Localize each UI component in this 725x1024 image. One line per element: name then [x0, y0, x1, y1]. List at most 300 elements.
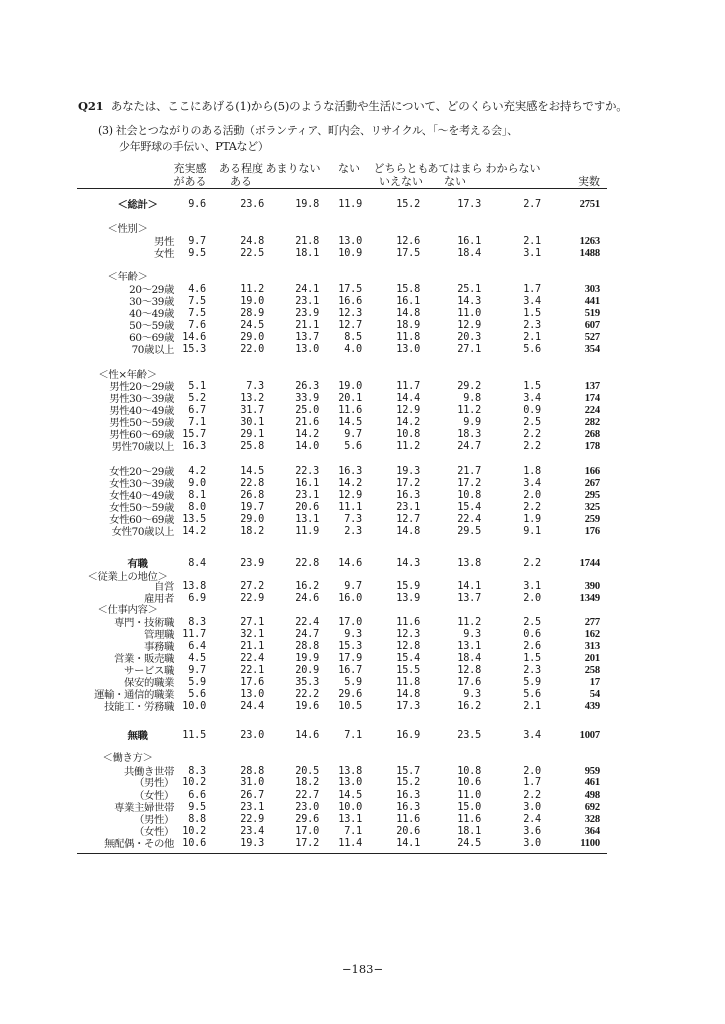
percent-cell: 16.1	[457, 236, 481, 247]
table-row	[0, 248, 725, 260]
percent-cell: 17.2	[396, 478, 420, 489]
percent-cell: 2.1	[523, 236, 541, 247]
percent-cell: 1.5	[523, 653, 541, 664]
percent-cell: 0.6	[523, 629, 541, 640]
percent-cell: 16.1	[295, 478, 319, 489]
percent-cell: 10.0	[182, 701, 206, 712]
percent-cell: 7.6	[188, 320, 206, 331]
percent-cell: 24.5	[240, 320, 264, 331]
percent-cell: 21.7	[457, 466, 481, 477]
percent-cell: 13.5	[182, 514, 206, 525]
table-row	[0, 641, 725, 653]
percent-cell: 17.2	[295, 838, 319, 849]
percent-cell: 23.9	[295, 308, 319, 319]
percent-cell: 2.2	[523, 441, 541, 452]
percent-cell: 14.2	[396, 417, 420, 428]
column-header-line1: ある程度	[219, 162, 263, 175]
table-row	[0, 838, 725, 850]
sub-question-line-1: (3) 社会とつながりのある活動（ボランティア、町内会、リサイクル、「～を考える会」、	[98, 124, 518, 137]
percent-cell: 2.1	[523, 701, 541, 712]
percent-cell: 30.1	[240, 417, 264, 428]
percent-cell: 8.4	[188, 558, 206, 569]
table-row	[0, 369, 725, 381]
percent-cell: 11.2	[457, 405, 481, 416]
percent-cell: 2.2	[523, 790, 541, 801]
row-label: 男性30～39歳	[109, 393, 174, 405]
percent-cell: 24.7	[457, 441, 481, 452]
percent-cell: 23.9	[240, 558, 264, 569]
count-cell: 354	[584, 344, 600, 355]
percent-cell: 27.2	[240, 581, 264, 592]
table-row	[0, 665, 725, 677]
row-label: 女性50～59歳	[109, 502, 174, 514]
count-cell: 137	[584, 381, 600, 392]
row-label: 雇用者	[144, 593, 174, 605]
table-row	[0, 441, 725, 453]
count-cell: 1100	[580, 838, 600, 849]
percent-cell: 3.4	[523, 478, 541, 489]
percent-cell: 12.8	[457, 665, 481, 676]
percent-cell: 25.1	[457, 284, 481, 295]
percent-cell: 6.7	[188, 405, 206, 416]
percent-cell: 2.1	[523, 332, 541, 343]
row-label: 保安的職業	[124, 677, 174, 689]
percent-cell: 21.6	[295, 417, 319, 428]
row-label: （女性）	[134, 826, 174, 838]
row-label: 男性	[154, 236, 174, 248]
percent-cell: 19.7	[240, 502, 264, 513]
percent-cell: 1.9	[523, 514, 541, 525]
percent-cell: 13.0	[338, 236, 362, 247]
percent-cell: 11.0	[457, 308, 481, 319]
percent-cell: 22.9	[240, 814, 264, 825]
percent-cell: 1.8	[523, 466, 541, 477]
count-cell: 1007	[579, 730, 600, 741]
row-label: ＜年齢＞	[107, 271, 148, 283]
percent-cell: 15.7	[182, 429, 206, 440]
percent-cell: 2.0	[523, 766, 541, 777]
percent-cell: 24.4	[240, 701, 264, 712]
percent-cell: 13.2	[240, 393, 264, 404]
percent-cell: 17.5	[396, 248, 420, 259]
percent-cell: 23.5	[457, 730, 481, 741]
percent-cell: 29.6	[338, 689, 362, 700]
table-row	[0, 814, 725, 826]
percent-cell: 21.8	[295, 236, 319, 247]
percent-cell: 3.1	[523, 248, 541, 259]
percent-cell: 18.4	[457, 653, 481, 664]
percent-cell: 2.2	[523, 502, 541, 513]
row-label: 事務職	[144, 641, 174, 653]
percent-cell: 15.4	[396, 653, 420, 664]
percent-cell: 12.3	[338, 308, 362, 319]
column-header-line2: 実数	[578, 175, 600, 188]
table-row	[0, 617, 725, 629]
row-label: ＜仕事内容＞	[97, 604, 158, 616]
percent-cell: 24.6	[295, 593, 319, 604]
table-row	[0, 790, 725, 802]
percent-cell: 9.5	[188, 802, 206, 813]
percent-cell: 11.8	[396, 332, 420, 343]
percent-cell: 13.1	[338, 814, 362, 825]
table-row	[0, 490, 725, 502]
percent-cell: 10.8	[457, 766, 481, 777]
count-cell: 328	[584, 814, 600, 825]
count-cell: 2751	[579, 199, 600, 210]
percent-cell: 15.4	[457, 502, 481, 513]
percent-cell: 9.7	[188, 236, 206, 247]
percent-cell: 23.1	[240, 802, 264, 813]
percent-cell: 14.0	[295, 441, 319, 452]
percent-cell: 16.2	[457, 701, 481, 712]
percent-cell: 10.8	[396, 429, 420, 440]
percent-cell: 4.5	[188, 653, 206, 664]
table-row	[0, 689, 725, 701]
percent-cell: 9.3	[463, 629, 481, 640]
percent-cell: 19.0	[338, 381, 362, 392]
percent-cell: 18.2	[295, 777, 319, 788]
percent-cell: 27.1	[240, 617, 264, 628]
percent-cell: 14.5	[240, 466, 264, 477]
percent-cell: 9.6	[188, 199, 206, 210]
row-label: 男性50～59歳	[109, 417, 174, 429]
percent-cell: 10.2	[182, 777, 206, 788]
table-row	[0, 653, 725, 665]
percent-cell: 13.0	[338, 777, 362, 788]
count-cell: 325	[584, 502, 600, 513]
percent-cell: 25.0	[295, 405, 319, 416]
percent-cell: 14.2	[295, 429, 319, 440]
table-row	[0, 777, 725, 789]
percent-cell: 22.0	[240, 344, 264, 355]
count-cell: 268	[584, 429, 600, 440]
table-row	[0, 393, 725, 405]
row-label: 自営	[154, 581, 174, 593]
percent-cell: 20.5	[295, 766, 319, 777]
row-label: 運輸・通信的職業	[94, 689, 174, 701]
percent-cell: 20.3	[457, 332, 481, 343]
question-number: Q21	[78, 99, 104, 113]
percent-cell: 19.0	[240, 296, 264, 307]
percent-cell: 19.6	[295, 701, 319, 712]
percent-cell: 23.0	[240, 730, 264, 741]
count-cell: 259	[584, 514, 600, 525]
percent-cell: 11.2	[457, 617, 481, 628]
percent-cell: 1.7	[523, 284, 541, 295]
column-header-line2: ある	[230, 175, 252, 188]
percent-cell: 4.6	[188, 284, 206, 295]
row-label: 管理職	[144, 629, 174, 641]
column-header-8	[560, 162, 600, 188]
percent-cell: 3.4	[523, 393, 541, 404]
table-row	[0, 502, 725, 514]
count-cell: 1744	[579, 558, 600, 569]
percent-cell: 24.5	[457, 838, 481, 849]
count-cell: 519	[584, 308, 600, 319]
percent-cell: 3.0	[523, 838, 541, 849]
percent-cell: 12.7	[338, 320, 362, 331]
percent-cell: 11.4	[338, 838, 362, 849]
percent-cell: 6.6	[188, 790, 206, 801]
table-row	[0, 320, 725, 332]
percent-cell: 11.9	[295, 526, 319, 537]
percent-cell: 25.8	[240, 441, 264, 452]
table-row	[0, 381, 725, 393]
count-cell: 303	[584, 284, 600, 295]
percent-cell: 22.4	[457, 514, 481, 525]
row-label: 70歳以上	[131, 344, 174, 356]
row-label: 男性60～69歳	[109, 429, 174, 441]
count-cell: 461	[584, 777, 600, 788]
percent-cell: 22.4	[240, 653, 264, 664]
table-row	[0, 526, 725, 538]
percent-cell: 22.8	[240, 478, 264, 489]
percent-cell: 26.3	[295, 381, 319, 392]
percent-cell: 23.1	[295, 490, 319, 501]
percent-cell: 11.8	[396, 677, 420, 688]
column-header-line1: どちらとも	[373, 162, 429, 175]
row-label: 共働き世帯	[124, 766, 174, 778]
percent-cell: 14.5	[338, 790, 362, 801]
table-row	[0, 730, 725, 742]
table-row	[0, 629, 725, 641]
percent-cell: 0.9	[523, 405, 541, 416]
percent-cell: 31.7	[240, 405, 264, 416]
percent-cell: 13.7	[295, 332, 319, 343]
table-row	[0, 514, 725, 526]
percent-cell: 15.3	[338, 641, 362, 652]
column-header-line1	[560, 162, 600, 175]
percent-cell: 14.5	[338, 417, 362, 428]
table-row	[0, 344, 725, 356]
percent-cell: 16.1	[396, 296, 420, 307]
count-cell: 1263	[579, 236, 600, 247]
percent-cell: 18.1	[295, 248, 319, 259]
percent-cell: 18.3	[457, 429, 481, 440]
row-label: （女性）	[134, 790, 174, 802]
count-cell: 1488	[579, 248, 600, 259]
percent-cell: 16.3	[396, 790, 420, 801]
percent-cell: 13.7	[457, 593, 481, 604]
table-row	[0, 429, 725, 441]
percent-cell: 13.8	[338, 766, 362, 777]
count-cell: 162	[584, 629, 600, 640]
percent-cell: 11.6	[396, 617, 420, 628]
percent-cell: 10.6	[182, 838, 206, 849]
percent-cell: 29.5	[457, 526, 481, 537]
percent-cell: 11.6	[457, 814, 481, 825]
percent-cell: 13.0	[295, 344, 319, 355]
percent-cell: 17.0	[338, 617, 362, 628]
row-label: ＜性×年齢＞	[98, 369, 157, 381]
percent-cell: 6.9	[188, 593, 206, 604]
percent-cell: 14.6	[295, 730, 319, 741]
row-label: 女性	[154, 248, 174, 260]
percent-cell: 18.2	[240, 526, 264, 537]
percent-cell: 12.6	[396, 236, 420, 247]
table-row	[0, 581, 725, 593]
percent-cell: 3.4	[523, 296, 541, 307]
count-cell: 267	[584, 478, 600, 489]
percent-cell: 11.1	[338, 502, 362, 513]
percent-cell: 16.3	[396, 802, 420, 813]
row-label: 有職	[127, 558, 148, 570]
percent-cell: 7.5	[188, 308, 206, 319]
table-row	[0, 332, 725, 344]
count-cell: 176	[584, 526, 600, 537]
count-cell: 527	[584, 332, 600, 343]
count-cell: 201	[584, 653, 600, 664]
percent-cell: 12.9	[457, 320, 481, 331]
percent-cell: 11.7	[182, 629, 206, 640]
table-row	[0, 752, 725, 764]
percent-cell: 29.2	[457, 381, 481, 392]
percent-cell: 11.2	[240, 284, 264, 295]
percent-cell: 16.3	[182, 441, 206, 452]
count-cell: 258	[584, 665, 600, 676]
percent-cell: 21.1	[295, 320, 319, 331]
percent-cell: 3.4	[523, 730, 541, 741]
percent-cell: 13.1	[457, 641, 481, 652]
percent-cell: 10.9	[338, 248, 362, 259]
percent-cell: 10.0	[338, 802, 362, 813]
percent-cell: 24.8	[240, 236, 264, 247]
percent-cell: 8.1	[188, 490, 206, 501]
count-cell: 277	[584, 617, 600, 628]
percent-cell: 33.9	[295, 393, 319, 404]
percent-cell: 15.9	[396, 581, 420, 592]
percent-cell: 17.2	[457, 478, 481, 489]
percent-cell: 29.0	[240, 332, 264, 343]
page-number: −183−	[341, 962, 384, 976]
percent-cell: 22.2	[295, 689, 319, 700]
row-label: 男性40～49歳	[109, 405, 174, 417]
percent-cell: 8.3	[188, 617, 206, 628]
percent-cell: 3.6	[523, 826, 541, 837]
table-row	[0, 296, 725, 308]
percent-cell: 2.6	[523, 641, 541, 652]
row-label: 女性70歳以上	[111, 526, 174, 538]
question-text	[78, 98, 628, 114]
count-cell: 178	[584, 441, 600, 452]
percent-cell: 8.5	[344, 332, 362, 343]
percent-cell: 7.1	[344, 826, 362, 837]
percent-cell: 8.8	[188, 814, 206, 825]
column-header-line1: あてはまら	[427, 162, 483, 175]
percent-cell: 9.7	[188, 665, 206, 676]
row-label: （男性）	[134, 814, 174, 826]
table-row	[0, 826, 725, 838]
count-cell: 441	[584, 296, 600, 307]
percent-cell: 18.1	[457, 826, 481, 837]
percent-cell: 13.8	[457, 558, 481, 569]
percent-cell: 20.1	[338, 393, 362, 404]
percent-cell: 19.8	[295, 199, 319, 210]
percent-cell: 14.8	[396, 526, 420, 537]
percent-cell: 5.6	[523, 344, 541, 355]
percent-cell: 17.3	[457, 199, 481, 210]
row-label: 女性30～39歳	[109, 478, 174, 490]
percent-cell: 31.0	[240, 777, 264, 788]
percent-cell: 26.7	[240, 790, 264, 801]
percent-cell: 15.5	[396, 665, 420, 676]
percent-cell: 22.4	[295, 617, 319, 628]
column-header-line1: 充実感	[173, 162, 207, 175]
table-row	[0, 677, 725, 689]
table-row	[0, 199, 725, 211]
percent-cell: 11.2	[396, 441, 420, 452]
sub-question-line-2: 少年野球の手伝い、PTAなど）	[119, 140, 269, 153]
percent-cell: 2.2	[523, 429, 541, 440]
percent-cell: 20.9	[295, 665, 319, 676]
row-label: ＜総計＞	[117, 199, 158, 211]
percent-cell: 3.0	[523, 802, 541, 813]
percent-cell: 5.1	[188, 381, 206, 392]
percent-cell: 17.9	[338, 653, 362, 664]
percent-cell: 15.2	[396, 199, 420, 210]
percent-cell: 5.9	[523, 677, 541, 688]
table-row	[0, 308, 725, 320]
percent-cell: 17.5	[338, 284, 362, 295]
count-cell: 959	[584, 766, 600, 777]
percent-cell: 16.9	[396, 730, 420, 741]
table-row	[0, 558, 725, 570]
percent-cell: 11.6	[338, 405, 362, 416]
column-header-line1: ない	[338, 162, 360, 175]
count-cell: 439	[584, 701, 600, 712]
percent-cell: 28.9	[240, 308, 264, 319]
percent-cell: 14.1	[396, 838, 420, 849]
count-cell: 498	[584, 790, 600, 801]
percent-cell: 7.5	[188, 296, 206, 307]
percent-cell: 9.8	[463, 393, 481, 404]
percent-cell: 10.2	[182, 826, 206, 837]
percent-cell: 10.8	[457, 490, 481, 501]
percent-cell: 22.3	[295, 466, 319, 477]
column-header-line2: いえない	[379, 175, 423, 188]
percent-cell: 35.3	[295, 677, 319, 688]
percent-cell: 16.7	[338, 665, 362, 676]
percent-cell: 29.0	[240, 514, 264, 525]
count-cell: 607	[584, 320, 600, 331]
percent-cell: 29.1	[240, 429, 264, 440]
row-label: 無職	[127, 730, 148, 742]
percent-cell: 15.3	[182, 344, 206, 355]
percent-cell: 15.0	[457, 802, 481, 813]
count-cell: 17	[589, 677, 600, 688]
percent-cell: 16.3	[396, 490, 420, 501]
table-row	[0, 236, 725, 248]
bottom-rule	[77, 853, 607, 854]
row-label: 女性60～69歳	[109, 514, 174, 526]
percent-cell: 13.8	[182, 581, 206, 592]
row-label: 女性40～49歳	[109, 490, 174, 502]
percent-cell: 5.6	[523, 689, 541, 700]
percent-cell: 11.6	[396, 814, 420, 825]
table-row	[0, 802, 725, 814]
percent-cell: 18.9	[396, 320, 420, 331]
percent-cell: 17.0	[295, 826, 319, 837]
percent-cell: 9.5	[188, 248, 206, 259]
percent-cell: 8.3	[188, 766, 206, 777]
percent-cell: 19.9	[295, 653, 319, 664]
percent-cell: 19.3	[396, 466, 420, 477]
percent-cell: 22.8	[295, 558, 319, 569]
percent-cell: 14.4	[396, 393, 420, 404]
percent-cell: 12.9	[396, 405, 420, 416]
percent-cell: 4.2	[188, 466, 206, 477]
percent-cell: 23.1	[396, 502, 420, 513]
